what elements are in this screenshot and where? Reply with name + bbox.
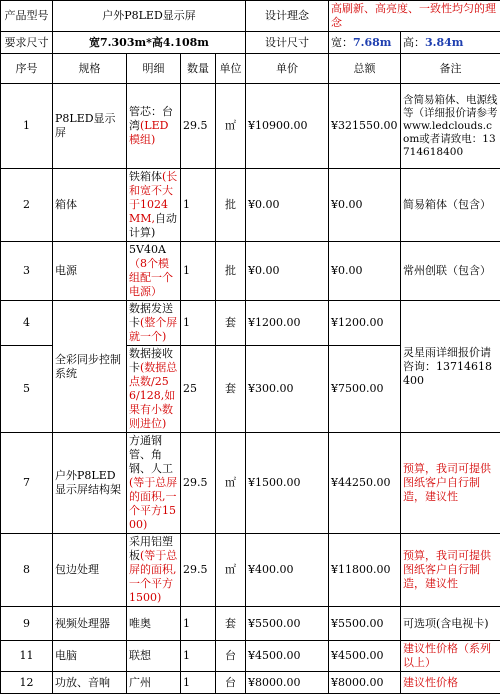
row-unit: 套 [216, 301, 246, 346]
row-qty: 1 [181, 607, 216, 641]
row-unit: 批 [216, 242, 246, 301]
detail-text: 数据接收卡 [129, 347, 173, 374]
row-price: ¥0.00 [246, 169, 329, 242]
header-detail: 明细 [127, 54, 181, 84]
row-unit: 批 [216, 169, 246, 242]
row-price: ¥10900.00 [246, 84, 329, 169]
row-detail: 广州 [127, 672, 181, 694]
row-no: 9 [1, 607, 53, 641]
product-model-label: 产品型号 [1, 1, 53, 32]
row-spec: 户外P8LED显示屏结构架 [53, 433, 127, 534]
row-spec: 功放、音响 [53, 672, 127, 694]
row-no: 8 [1, 534, 53, 607]
row-price: ¥0.00 [246, 242, 329, 301]
row-remark: 简易箱体（包含） [401, 169, 500, 242]
row-no: 11 [1, 641, 53, 672]
height-label: 高： [403, 36, 425, 49]
row-unit: 套 [216, 607, 246, 641]
height-cell [401, 32, 500, 54]
table-row [1, 534, 500, 607]
detail-note: (数据总点数/256/128,如果有小数则进位) [129, 361, 177, 430]
row-remark: 含简易箱体、电源线等（详细报价请参考www.ledclouds.com或者请致电：13714618400 [401, 84, 500, 169]
row-unit: ㎡ [216, 534, 246, 607]
table-row [1, 672, 500, 694]
row-qty: 1 [181, 242, 216, 301]
header-unit: 单位 [216, 54, 246, 84]
product-row [1, 1, 500, 32]
row-price: ¥400.00 [246, 534, 329, 607]
height-value: 3.84m [425, 36, 463, 49]
row-unit: ㎡ [216, 84, 246, 169]
row-no: 12 [1, 672, 53, 694]
sync-remark: 灵星雨详细报价请咨询：13714618400 [401, 301, 500, 433]
row-spec: 视频处理器 [53, 607, 127, 641]
row-total: ¥5500.00 [329, 607, 401, 641]
row-detail: 联想 [127, 641, 181, 672]
row-spec: P8LED显示屏 [53, 84, 127, 169]
detail-text: 数据发送卡 [129, 302, 173, 329]
detail-text: 采用铝塑板 [129, 535, 173, 562]
detail-note: (整个屏就一个) [129, 316, 177, 343]
row-total: ¥7500.00 [329, 346, 401, 433]
row-qty: 1 [181, 672, 216, 694]
row-total: ¥1200.00 [329, 301, 401, 346]
detail-note: (长和宽不大于1024MM, [129, 170, 177, 225]
table-row [1, 169, 500, 242]
row-remark: 预算，我司可提供图纸客户自行制造，建议性 [401, 534, 500, 607]
row-total: ¥0.00 [329, 242, 401, 301]
row-qty: 29.5 [181, 433, 216, 534]
row-detail: 唯奥 [127, 607, 181, 641]
detail-note: (等于总屏的面积,一个平方1500) [129, 476, 177, 531]
detail-text: 铁箱体 [129, 170, 162, 183]
design-value: 高刷新、高亮度、一致性均匀的理念 [329, 1, 500, 32]
table-row [1, 607, 500, 641]
row-qty: 29.5 [181, 84, 216, 169]
row-remark: 建议性价格 [401, 672, 500, 694]
row-no: 4 [1, 301, 53, 346]
row-unit: 套 [216, 346, 246, 433]
table-row [1, 242, 500, 301]
row-no: 3 [1, 242, 53, 301]
row-no: 2 [1, 169, 53, 242]
row-remark: 建议性价格（系列以上） [401, 641, 500, 672]
detail-text: 管芯：台湾 [129, 105, 173, 132]
detail-text-extra: 自动计算) [129, 212, 177, 239]
width-cell [329, 32, 401, 54]
row-price: ¥4500.00 [246, 641, 329, 672]
detail-note: (LED模组) [129, 119, 168, 146]
size-row [1, 32, 500, 54]
row-qty: 1 [181, 169, 216, 242]
row-total: ¥44250.00 [329, 433, 401, 534]
row-total: ¥8000.00 [329, 672, 401, 694]
row-price: ¥1200.00 [246, 301, 329, 346]
row-remark: 预算，我司可提供图纸客户自行制造，建议性 [401, 433, 500, 534]
table-row [1, 433, 500, 534]
row-spec: 箱体 [53, 169, 127, 242]
row-price: ¥5500.00 [246, 607, 329, 641]
row-unit: 台 [216, 641, 246, 672]
row-spec: 电脑 [53, 641, 127, 672]
product-name: 户外P8LED显示屏 [53, 1, 246, 32]
width-value: 7.68m [353, 36, 391, 49]
header-spec: 规格 [53, 54, 127, 84]
size-req-label: 要求尺寸 [1, 32, 53, 54]
row-spec: 电源 [53, 242, 127, 301]
row-qty: 1 [181, 641, 216, 672]
row-remark: 常州创联（包含） [401, 242, 500, 301]
row-total: ¥0.00 [329, 169, 401, 242]
row-no: 1 [1, 84, 53, 169]
header-no: 序号 [1, 54, 53, 84]
row-total: ¥4500.00 [329, 641, 401, 672]
header-price: 单价 [246, 54, 329, 84]
row-detail [127, 169, 181, 242]
row-detail [127, 84, 181, 169]
row-total: ¥11800.00 [329, 534, 401, 607]
detail-text: 方通钢管、角钢、人工 [129, 434, 173, 475]
header-qty: 数量 [181, 54, 216, 84]
detail-note: (等于总屏的面积,一个平方1500) [129, 549, 177, 604]
design-size-label: 设计尺寸 [246, 32, 329, 54]
header-total: 总额 [329, 54, 401, 84]
table-row [1, 301, 500, 346]
header-row [1, 54, 500, 84]
row-price: ¥1500.00 [246, 433, 329, 534]
row-unit: ㎡ [216, 433, 246, 534]
row-price: ¥8000.00 [246, 672, 329, 694]
size-req-value: 宽7.303m*高4.108m [53, 32, 246, 54]
row-detail [127, 534, 181, 607]
row-no: 5 [1, 346, 53, 433]
row-detail [127, 346, 181, 433]
row-qty: 29.5 [181, 534, 216, 607]
design-label: 设计理念 [246, 1, 329, 32]
row-remark: 可选项(含电视卡) [401, 607, 500, 641]
row-detail [127, 433, 181, 534]
row-qty: 1 [181, 301, 216, 346]
row-unit: 台 [216, 672, 246, 694]
detail-note: （8个模组配一个电源） [129, 257, 173, 298]
width-label: 宽： [331, 36, 353, 49]
row-spec: 包边处理 [53, 534, 127, 607]
row-detail [127, 242, 181, 301]
table-row [1, 641, 500, 672]
row-price: ¥300.00 [246, 346, 329, 433]
row-total: ¥321550.00 [329, 84, 401, 169]
row-qty: 25 [181, 346, 216, 433]
sync-spec: 全彩同步控制系统 [53, 301, 127, 433]
header-remark: 备注 [401, 54, 500, 84]
row-detail [127, 301, 181, 346]
table-row [1, 84, 500, 169]
row-no: 7 [1, 433, 53, 534]
detail-text: 5V40A [129, 243, 166, 256]
